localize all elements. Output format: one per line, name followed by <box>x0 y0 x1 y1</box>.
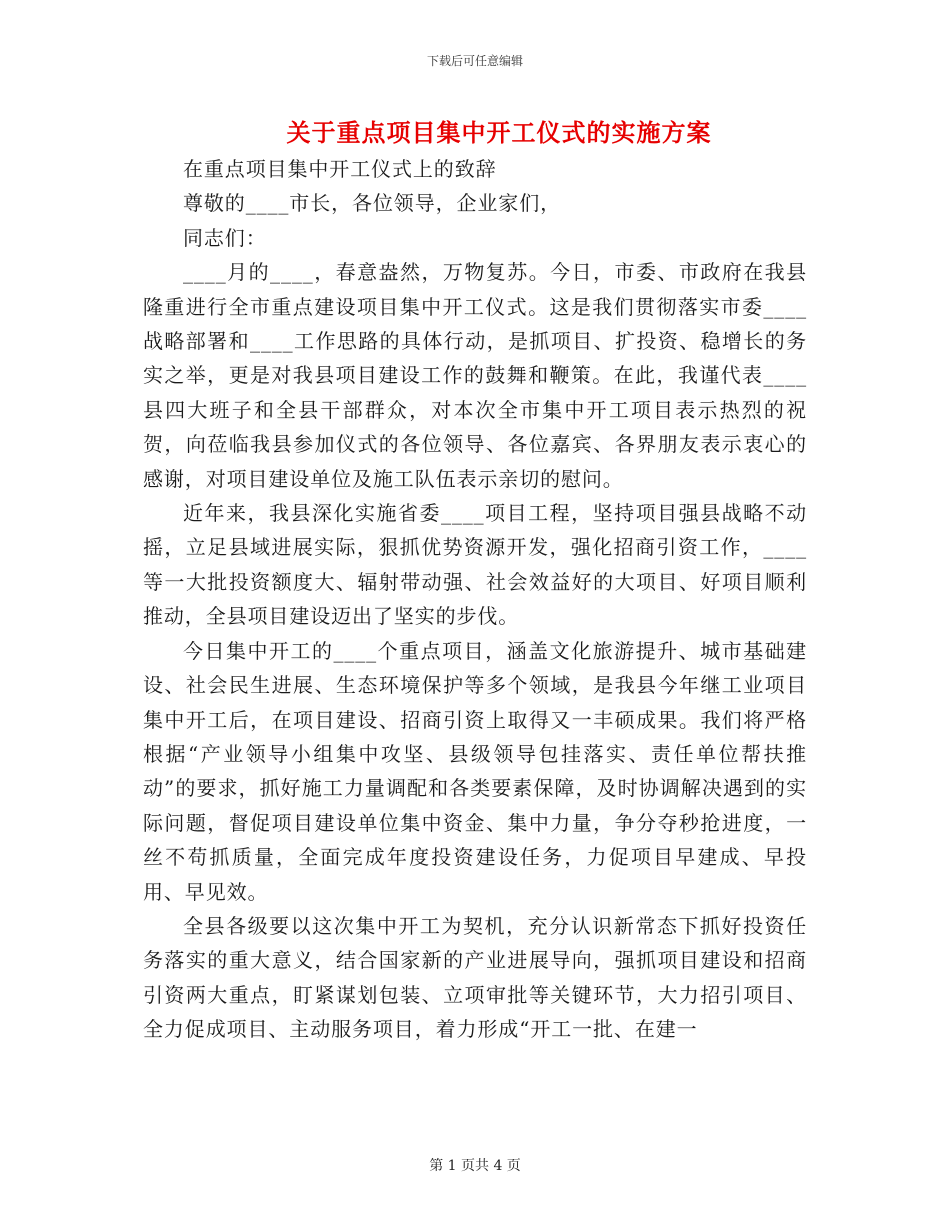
body-paragraph: 全县各级要以这次集中开工为契机，充分认识新常态下抓好投资任务落实的重大意义，结合国家新的产业进展导向，强抓项目建设和招商引资两大重点，盯紧谋划包装、立项审批等关键环节，大力招引项目、全力促成项目、主动服务项目，着力形成“开工一批、在建一 <box>143 913 807 1042</box>
body-paragraph: 近年来，我县深化实施省委____项目工程，坚持项目强县战略不动摇，立足县域进展实际，狠抓优势资源开发，强化招商引资工作，____等一大批投资额度大、辐射带动强、社会效益好的大项目、好项目顺利推动，全县项目建设迈出了坚实的步伐。 <box>143 501 807 629</box>
page-number: 第 1 页共 4 页 <box>429 1158 521 1174</box>
body-paragraph: 今日集中开工的____个重点项目，涵盖文化旅游提升、城市基础建设、社会民生进展、生态环境保护等多个领域，是我县今年继工业项目集中开工后，在项目建设、招商引资上取得又一丰硕成果。我们将严格根据“产业领导小组集中攻坚、县级领导包挂落实、责任单位帮扶推动”的要求，抓好施工力量调配和各类要素保障，及时协调解决遇到的实际问题，督促项目建设单位集中资金、集中力量，争分夺秒抢进度，一丝不苟抓质量，全面完成年度投资建设任务，力促项目早建成、早投用、早见效。 <box>143 638 807 904</box>
salutation-comrades: 同志们： <box>183 225 267 250</box>
speech-heading: 在重点项目集中开工仪式上的致辞 <box>183 157 497 181</box>
salutation: 尊敬的____市长，各位领导，企业家们， <box>183 191 561 216</box>
document-title: 关于重点项目集中开工仪式的实施方案 <box>286 118 712 147</box>
document-body <box>143 152 807 1047</box>
body-paragraph: ____月的____，春意盎然，万物复苏。今日，市委、市政府在我县隆重进行全市重点建设项目集中开工仪式。这是我们贯彻落实市委____战略部署和____工作思路的具体行动，是抓项目、扩投资、稳增长的务实之举，更是对我县项目建设工作的鼓舞和鞭策。在此，我谨代表____县四大班子和全县干部群众，对本次全市集中开工项目表示热烈的祝贺，向莅临我县参加仪式的各位领导、各位嘉宾、各界朋友表示衷心的感谢，对项目建设单位及施工队伍表示亲切的慰问。 <box>143 260 807 491</box>
header-note: 下载后可任意编辑 <box>426 54 523 68</box>
